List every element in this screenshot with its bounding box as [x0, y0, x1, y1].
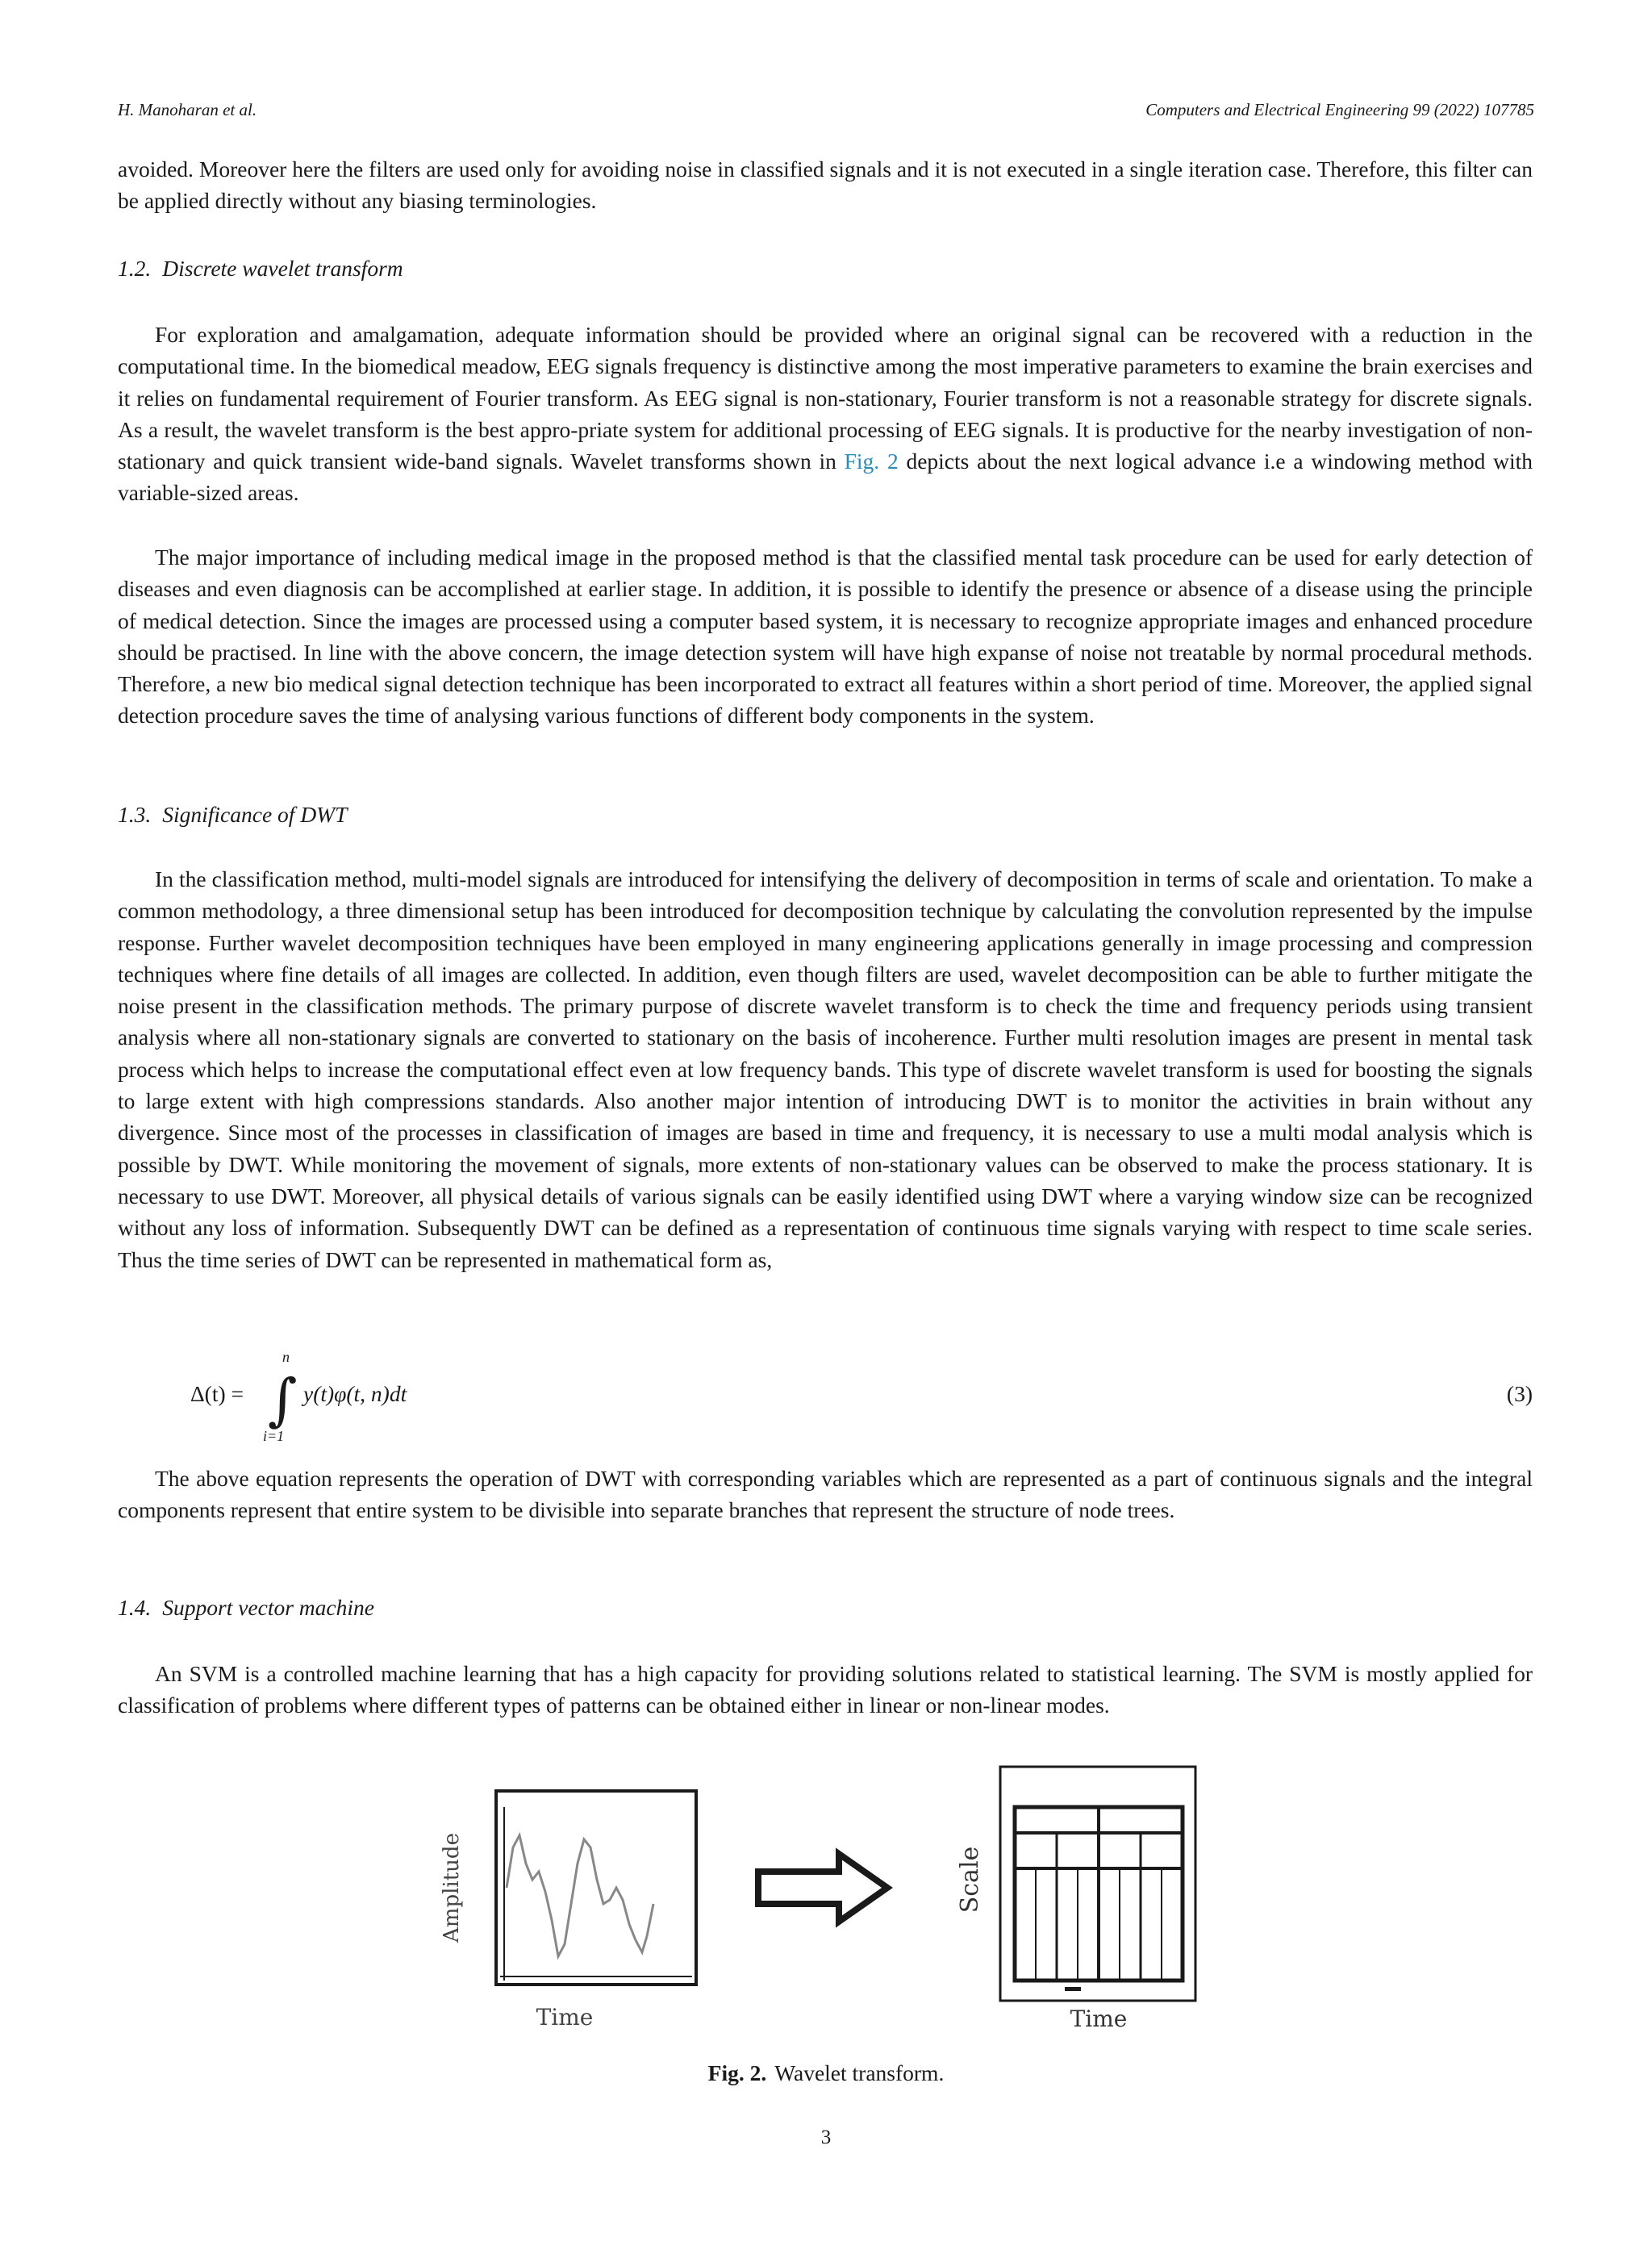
right-time-axis-label: Time: [1070, 2006, 1128, 2032]
section-title: Support vector machine: [162, 1595, 374, 1620]
equation-3: [190, 1349, 1533, 1452]
equation-number: (3): [1506, 1381, 1533, 1406]
paragraph-intro: avoided. Moreover here the filters are used only for avoiding noise in classified signals and it is not executed in a single iteration case. Therefore, this filter can be applied directly without any biasing terminologies.: [118, 157, 1533, 214]
equation-integrand: y(t)φ(t, n)dt: [303, 1381, 407, 1406]
section-title: Discrete wavelet transform: [162, 256, 403, 281]
paragraph-svm: An SVM is a controlled machine learning that has a high capacity for providing solutions related to statistical learning. The SVM is mostly applied for classification of problems where different types of patterns can be obtained either in linear or non-linear modes.: [118, 1661, 1533, 1718]
integral-upper-limit: n: [282, 1349, 290, 1365]
running-header-journal: Computers and Electrical Engineering 99 (2022) 107785: [1145, 100, 1534, 119]
signal-waveform: [507, 1835, 653, 1956]
amplitude-time-plot: [440, 1791, 696, 2031]
section-title: Significance of DWT: [162, 802, 348, 827]
section-number: 1.4.: [118, 1595, 152, 1620]
section-number: 1.2.: [118, 256, 152, 281]
figure-2-link[interactable]: Fig. 2: [844, 449, 899, 474]
caption-label: Fig. 2.: [707, 2060, 767, 2085]
caption-text: Wavelet transform.: [774, 2060, 945, 2085]
figure-2-wavelet-transform: [436, 1759, 1226, 2049]
page-number: 3: [820, 2127, 832, 2148]
paragraph-dwt-2: The major importance of including medical image in the proposed method is that the classified mental task procedure can be used for early detection of diseases and even diagnosis can be accomplished at earlier stage. In addition, it is possible to identify the presence or absence of a disease using the principle of medical detection. Since the images are processed using a computer based system, it is necessary to recognize appropriate images and enhanced procedure should be practised. In line with the above concern, the image detection system will have high expanse of noise not treatable by normal procedural methods. Therefore, a new bio medical signal detection technique has been incorporated to extract all features within a short period of time. Moreover, the applied signal detection procedure saves the time of analysing various functions of different body components in the system.: [118, 545, 1533, 728]
running-header-authors: H. Manoharan et al.: [118, 100, 257, 119]
equation-lhs: Δ(t) =: [190, 1381, 244, 1406]
scale-axis-label: Scale: [956, 1846, 984, 1914]
paragraph-equation-explanation: The above equation represents the operation of DWT with corresponding variables which are represented as a part of continuous signals and the integral components represent that entire system to be divisible into separate branches that represent the structure of node trees.: [118, 1466, 1533, 1523]
section-heading-1-4: [118, 1595, 374, 1621]
paragraph-significance: In the classification method, multi-model signals are introduced for intensifying the delivery of decomposition in terms of scale and orientation. To make a common methodology, a three dimensional setup has been introduced for decomposition technique by calculating the convolution represented by the impulse response. Further wavelet decomposition techniques have been employed in many engineering applications generally in image processing and compression techniques where fine details of all images are collected. In addition, even though filters are used, wavelet decomposition can be able to further mitigate the noise present in the classification methods. The primary purpose of discrete wavelet transform is to check the time and frequency periods using transient analysis where all non-stationary signals are converted to stationary on the basis of incoherence. Further multi resolution images are present in mental task process which helps to increase the computational effect even at low frequency bands. This type of discrete wavelet transform is used for boosting the signals to large extent with high compressions standards. Also another major intention of introducing DWT is to monitor the activities in brain without any divergence. Since most of the processes in classification of images are based in time and frequency, it is necessary to use a multi modal analysis which is possible by DWT. While monitoring the movement of signals, more extents of non-stationary values can be observed to make the process stationary. It is necessary to use DWT. Moreover, all physical details of various signals can be easily identified using DWT where a varying window size can be recognized without any loss of information. Subsequently DWT can be defined as a representation of continuous time signals varying with respect to time scale series. Thus the time series of DWT can be represented in mathematical form as,: [118, 866, 1533, 1272]
figure-caption: [0, 2060, 1652, 2086]
integral-lower-limit: i=1: [263, 1428, 285, 1444]
section-number: 1.3.: [118, 802, 152, 827]
scale-time-plot: [956, 1767, 1195, 2032]
integral-sign: ∫: [268, 1367, 298, 1433]
section-heading-1-2: [118, 256, 403, 282]
section-heading-1-3: [118, 802, 347, 828]
transform-arrow: [758, 1854, 887, 1922]
paragraph-dwt-1: For exploration and amalgamation, adequate information should be provided where an original signal can be recovered with a reduction in the computational time. In the biomedical meadow, EEG signals frequency is distinctive among the most imperative parameters to examine the brain exercises and it relies on fundamental requirement of Fourier transform. As EEG signal is non-stationary, Fourier transform is not a reasonable strategy for discrete signals. As a result, the wavelet transform is the best appro-priate system for additional processing of EEG signals. It is productive for the nearby investigation of non-stationary and quick transient wide-band signals. Wavelet transforms shown in Fig. 2 depicts about the next logical advance i.e a windowing method with variable-sized areas.: [118, 322, 1533, 506]
left-time-axis-label: Time: [536, 2004, 594, 2031]
amplitude-axis-label: Amplitude: [440, 1833, 464, 1943]
